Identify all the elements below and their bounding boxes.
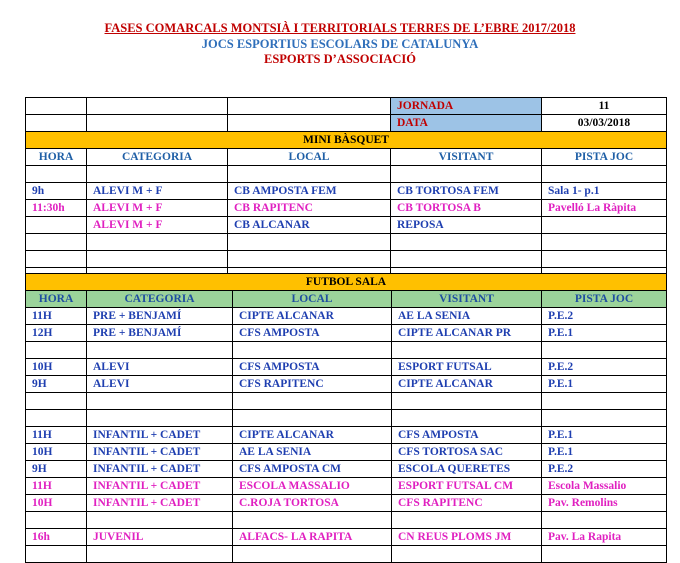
categoria-cell: JUVENIL (87, 529, 233, 546)
hora-cell: 10H (26, 495, 87, 512)
pista-cell: Sala 1- p.1 (542, 183, 667, 200)
data-value: 03/03/2018 (542, 115, 667, 132)
visitant-cell: AE LA SENIA (392, 308, 542, 325)
visitant-cell: REPOSA (391, 217, 542, 234)
hora-cell: 11H (26, 478, 87, 495)
match-row (26, 461, 667, 478)
document-subtitle: JOCS ESPORTIUS ESCOLARS DE CATALUNYA (201, 37, 479, 51)
hora-cell: 16h (26, 529, 87, 546)
categoria-cell: INFANTIL + CADET (87, 478, 233, 495)
categoria-cell: PRE + BENJAMÍ (87, 325, 233, 342)
futbol-sala-band (26, 274, 667, 291)
categoria-cell: INFANTIL + CADET (87, 427, 233, 444)
spacer-row (26, 342, 667, 359)
pista-cell: Pav. Remolins (542, 495, 667, 512)
local-cell: CB RAPITENC (228, 200, 391, 217)
match-row (26, 376, 667, 393)
empty-cell (228, 115, 391, 132)
pista-cell: Escola Massalio (542, 478, 667, 495)
match-row (26, 359, 667, 376)
spacer-row (26, 546, 667, 563)
hora-cell: 9H (26, 461, 87, 478)
local-cell: C.ROJA TORTOSA (233, 495, 392, 512)
jornada-value: 11 (542, 98, 667, 115)
pista-cell: P.E.1 (542, 325, 667, 342)
futbol-sala-title: FUTBOL SALA (26, 274, 667, 291)
data-label: DATA (391, 115, 542, 132)
pista-cell: P.E.2 (542, 308, 667, 325)
pista-cell: Pavelló La Ràpita (542, 200, 667, 217)
empty-cell (26, 98, 87, 115)
col-visitant-header: VISITANT (392, 291, 542, 308)
visitant-cell: ESPORT FUTSAL (392, 359, 542, 376)
mini-basquet-table (25, 97, 667, 285)
match-row (26, 495, 667, 512)
mini-basquet-header-row (26, 149, 667, 166)
match-row (26, 325, 667, 342)
local-cell: ESCOLA MASSALIO (233, 478, 392, 495)
local-cell: CFS AMPOSTA (233, 359, 392, 376)
jornada-row (26, 98, 667, 115)
visitant-cell: CIPTE ALCANAR (392, 376, 542, 393)
visitant-cell: ESCOLA QUERETES (392, 461, 542, 478)
categoria-cell: INFANTIL + CADET (87, 444, 233, 461)
hora-cell: 9H (26, 376, 87, 393)
hora-cell: 10H (26, 359, 87, 376)
pista-cell: P.E.1 (542, 444, 667, 461)
categoria-cell: ALEVI M + F (87, 200, 228, 217)
visitant-cell: CFS TORTOSA SAC (392, 444, 542, 461)
categoria-cell: INFANTIL + CADET (87, 461, 233, 478)
pista-cell (542, 217, 667, 234)
futbol-sala-table (25, 273, 667, 563)
match-row (26, 200, 667, 217)
visitant-cell: ESPORT FUTSAL CM (392, 478, 542, 495)
match-row (26, 217, 667, 234)
pista-cell: P.E.2 (542, 461, 667, 478)
visitant-cell: CB TORTOSA B (391, 200, 542, 217)
hora-cell: 12H (26, 325, 87, 342)
empty-cell (87, 98, 228, 115)
match-row (26, 478, 667, 495)
hora-cell: 9h (26, 183, 87, 200)
spacer-row (26, 512, 667, 529)
local-cell: CFS AMPOSTA CM (233, 461, 392, 478)
futbol-sala-header-row (26, 291, 667, 308)
col-categoria-header: CATEGORIA (87, 149, 228, 166)
empty-cell (228, 98, 391, 115)
col-hora-header: HORA (26, 291, 87, 308)
hora-cell: 10H (26, 444, 87, 461)
pista-cell: P.E.2 (542, 359, 667, 376)
match-row (26, 427, 667, 444)
col-pista-header: PISTA JOC (542, 149, 667, 166)
categoria-cell: ALEVI M + F (87, 217, 228, 234)
pista-cell: P.E.1 (542, 427, 667, 444)
visitant-cell: CB TORTOSA FEM (391, 183, 542, 200)
pista-cell: Pav. La Rapita (542, 529, 667, 546)
empty-cell (26, 115, 87, 132)
mini-basquet-title: MINI BÀSQUET (26, 132, 667, 149)
spacer-row (26, 410, 667, 427)
match-row (26, 444, 667, 461)
col-hora-header: HORA (26, 149, 87, 166)
empty-cell (87, 115, 228, 132)
local-cell: CIPTE ALCANAR (233, 427, 392, 444)
hora-cell: 11H (26, 308, 87, 325)
categoria-cell: INFANTIL + CADET (87, 495, 233, 512)
local-cell: AE LA SENIA (233, 444, 392, 461)
categoria-cell: ALEVI M + F (87, 183, 228, 200)
hora-cell (26, 217, 87, 234)
col-local-header: LOCAL (233, 291, 392, 308)
local-cell: CFS AMPOSTA (233, 325, 392, 342)
match-row (26, 529, 667, 546)
local-cell: CIPTE ALCANAR (233, 308, 392, 325)
match-row (26, 183, 667, 200)
visitant-cell: CN REUS PLOMS JM (392, 529, 542, 546)
visitant-cell: CFS RAPITENC (392, 495, 542, 512)
match-row (26, 308, 667, 325)
document-title: FASES COMARCALS MONTSIÀ I TERRITORIALS TERRES DE L’EBRE 2017/2018 (104, 21, 576, 35)
visitant-cell: CFS AMPOSTA (392, 427, 542, 444)
jornada-label: JORNADA (391, 98, 542, 115)
spacer-row (26, 234, 667, 251)
hora-cell: 11H (26, 427, 87, 444)
local-cell: CB ALCANAR (228, 217, 391, 234)
categoria-cell: PRE + BENJAMÍ (87, 308, 233, 325)
col-pista-header: PISTA JOC (542, 291, 667, 308)
local-cell: ALFACS- LA RAPITA (233, 529, 392, 546)
col-visitant-header: VISITANT (391, 149, 542, 166)
visitant-cell: CIPTE ALCANAR PR (392, 325, 542, 342)
mini-basquet-band (26, 132, 667, 149)
col-categoria-header: CATEGORIA (87, 291, 233, 308)
data-row (26, 115, 667, 132)
spacer-row (26, 166, 667, 183)
spacer-row (26, 393, 667, 410)
document-section-title: ESPORTS D’ASSOCIACIÓ (263, 52, 417, 66)
categoria-cell: ALEVI (87, 359, 233, 376)
local-cell: CFS RAPITENC (233, 376, 392, 393)
categoria-cell: ALEVI (87, 376, 233, 393)
hora-cell: 11:30h (26, 200, 87, 217)
pista-cell: P.E.1 (542, 376, 667, 393)
col-local-header: LOCAL (228, 149, 391, 166)
local-cell: CB AMPOSTA FEM (228, 183, 391, 200)
spacer-row (26, 251, 667, 268)
